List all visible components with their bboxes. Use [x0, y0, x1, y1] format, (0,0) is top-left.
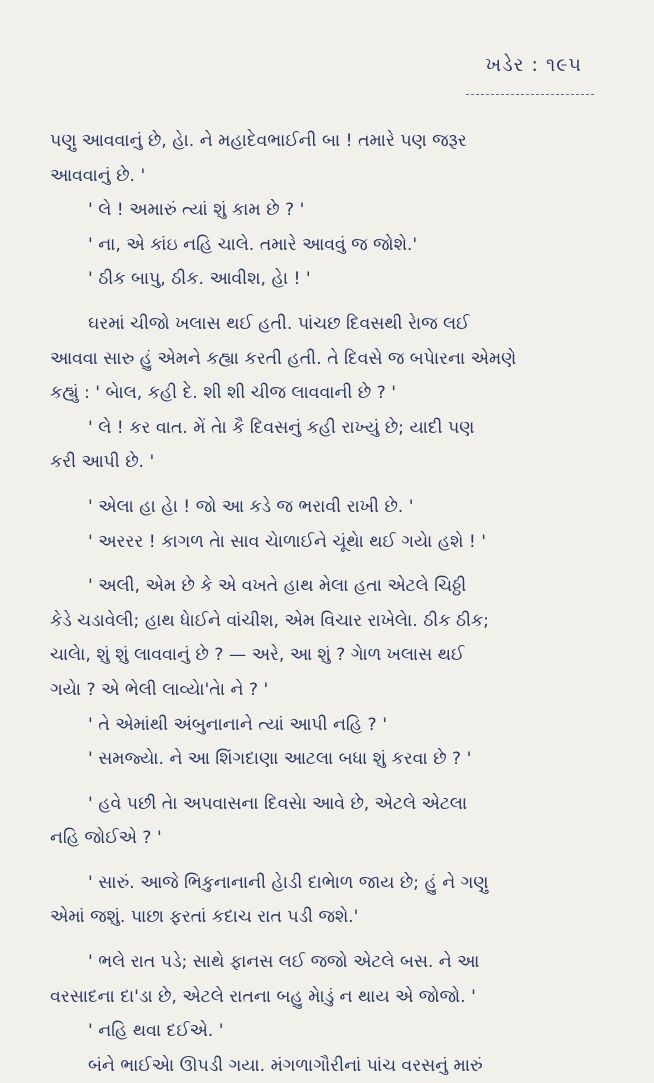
text-line: ' અલી, એમ છે કે એ વખતે હાથ મેલા હતા એટલે ચિઠ્ઠી [88, 576, 467, 597]
text-line: ' અરરર ! કાગળ તેા સાવ ચેાળાઈને ચૂંથેા થઈ ગયેા હશે ! ' [88, 531, 487, 552]
text-line: ' ભલે રાત પડે; સાથે ફાનસ લઈ જજો એટલે બસ. ને આ [88, 952, 480, 973]
text-line: ' હવે પછી તેા અપવાસના દિવસેા આવે છે, એટલે એટલા [88, 793, 468, 814]
text-line: ' ઠીક બાપુ, ઠીક. આવીશ, હેા ! ' [88, 269, 311, 290]
page-body [50, 124, 602, 1083]
text-line: આવવાનું છે. ' [50, 165, 146, 186]
text-line: ઘરમાં ચીજો ખલાસ થઈ હતી. પાંચછ દિવસથી રેાજ લઈ [88, 313, 470, 334]
text-line: કહ્યું : ' બેાલ, કહી દે. શી શી ચીજ લાવવાની છે ? ' [50, 383, 397, 404]
text-line: ' નહિ થવા દઈએ. ' [88, 1021, 224, 1042]
text-line: કરી આપી છે. ' [50, 452, 155, 473]
text-line: ચાલેા, શું શું લાવવાનું છે ? — અરે, આ શું ? ગેાળ ખલાસ થઈ [50, 645, 465, 666]
text-line: ' સમજ્યેા. ને આ શિંગદાણા આટલા બધા શું કરવા છે ? ' [88, 749, 472, 770]
text-line: ' તે એમાંથી અંબુનાનાને ત્યાં આપી નહિ ? ' [88, 714, 387, 735]
header-underline [466, 94, 594, 95]
text-line: પણુ આવવાનું છે, હેા. ને મહાદેવભાઈની બા ! તમારે પણ જરૂર [50, 131, 467, 151]
text-line: ' સારું. આજે ભિકુનાનાની હેાડી દાભેાળ જાય છે; હું ને ગણુ [88, 872, 489, 893]
text-line: એમાં જશું. પાછા ફરતાં કદાચ રાત પડી જશે.' [50, 907, 359, 928]
text-line: ' એલા હા હેા ! જો આ કડે જ ભરાવી રાખી છે. ' [88, 496, 414, 517]
text-line: વરસાદના દા'ડા છે, એટલે રાતના બહુ મેાડું ન થાય એ જોજો. ' [50, 986, 476, 1007]
text-line: કેડે ચડાવેલી; હાથ ધેાઈને વાંચીશ, એમ વિચાર રાખેલેા. ઠીક ઠીક; [50, 610, 489, 631]
text-line: ' ના, એ કાંઇ નહિ ચાલે. તમારે આવવું જ જોશે.' [88, 234, 418, 255]
text-line: ' લે ! કર વાત. મેં તેા કૈ દિવસનું કહી રાખ્યું છે; યાદી પણ [88, 417, 475, 438]
text-line: ગયેા ? એ ભેલી લાવ્યેા'તેા ને ? ' [50, 679, 269, 700]
text-line: નહિ જોઈએ ? ' [50, 828, 162, 849]
text-line: આવવા સારુ હું એમને કહ્યા કરતી હતી. તે દિવસે જ બપેારના એમણે [50, 348, 517, 369]
text-line: બંને ભાઈએા ઊપડી ગયા. મંગળાગૌરીનાં પાંચ વરસનું મારું [88, 1055, 483, 1076]
page-header: ખડેર : ૧૯૫ [485, 54, 582, 76]
text-line: ' લે ! અમારું ત્યાં શું કામ છે ? ' [88, 200, 305, 221]
